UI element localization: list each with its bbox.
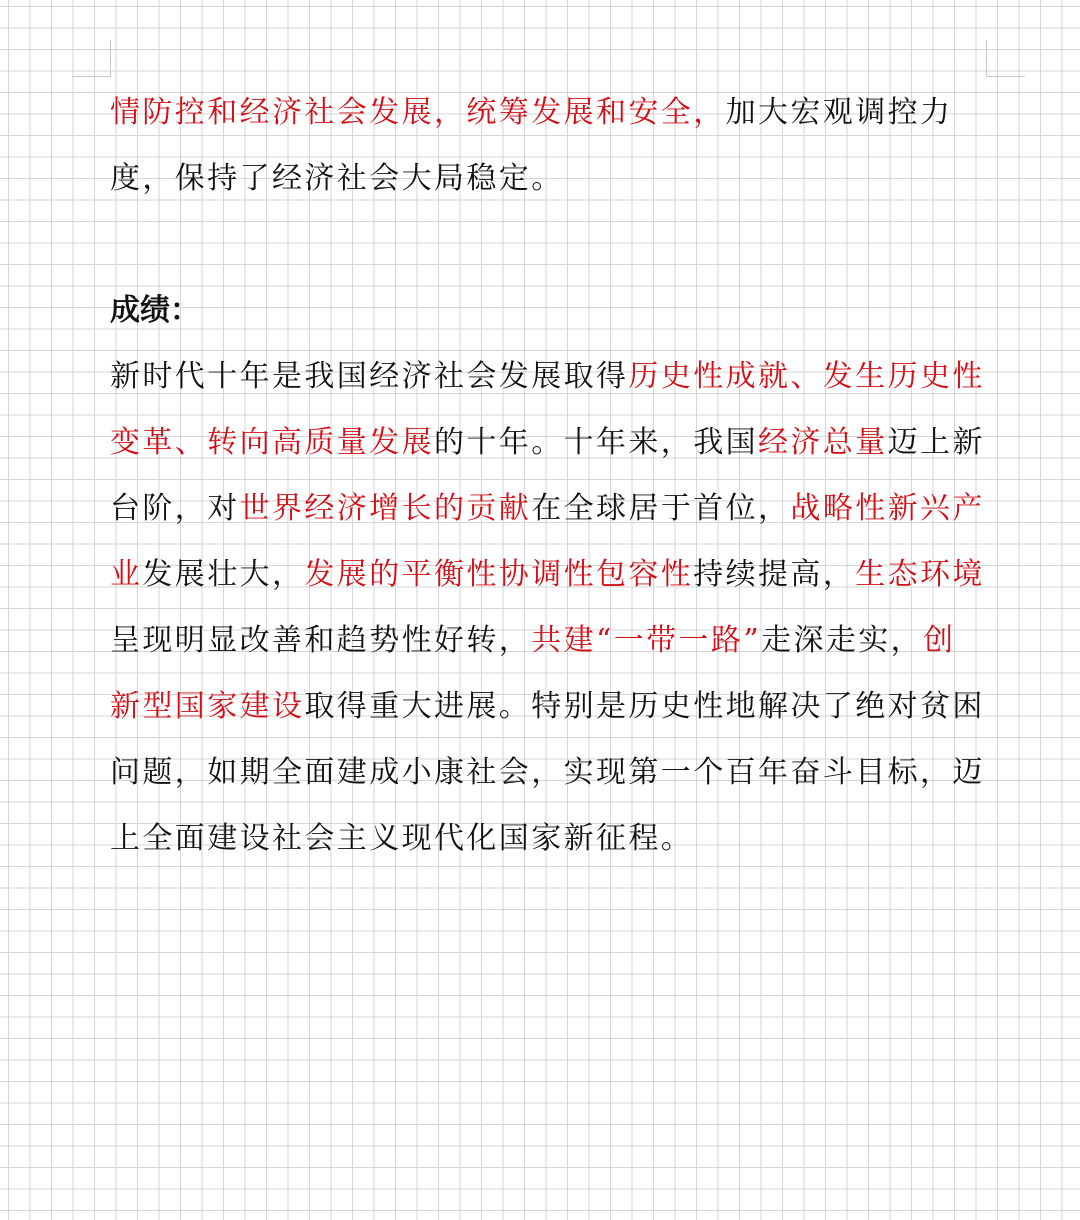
- text-run: 新时代十年是我国经济社会发展取得: [110, 359, 629, 394]
- highlighted-text-run: 历史性成就、发生历史性变革、转向高质量发展: [110, 359, 985, 460]
- section-heading: 成绩：: [110, 293, 200, 328]
- highlighted-text-run: 战略性新兴产业: [110, 491, 985, 592]
- text-run: 发展壮大，: [142, 557, 305, 592]
- page-margin-corner-top-right: [986, 40, 1025, 77]
- document-page: [110, 80, 986, 872]
- highlighted-text-run: 创新型国家建设: [110, 623, 956, 724]
- highlighted-text-run: 共建“一带一路”: [531, 623, 762, 658]
- text-run: 迈上新台阶，对: [110, 425, 985, 526]
- highlighted-text-run: 世界经济增长的贡献: [239, 491, 532, 526]
- highlighted-text-run: 情防控和经济社会发展，统筹发展和安全，: [110, 95, 726, 130]
- highlighted-text-run: 发展的平衡性协调性包容性: [304, 557, 694, 592]
- text-run: 在全球居于首位，: [531, 491, 791, 526]
- intro-paragraph: [110, 80, 986, 212]
- text-run: 的十年。十年来，我国: [434, 425, 758, 460]
- text-run: 走深走实，: [761, 623, 924, 658]
- text-run: 呈现明显改善和趋势性好转，: [110, 623, 532, 658]
- text-run: 加大宏观调控力度，保持了经济社会大局稳定。: [110, 95, 953, 196]
- text-run: 持续提高，: [693, 557, 856, 592]
- highlighted-text-run: 生态环境: [855, 557, 985, 592]
- highlighted-text-run: 经济总量: [758, 425, 888, 460]
- achievements-paragraph: [110, 344, 986, 872]
- page-margin-corner-top-left: [72, 40, 111, 77]
- text-run: 取得重大进展。特别是历史性地解决了绝对贫困问题，如期全面建成小康社会，实现第一个百年奋斗目标，迈上全面建设社会主义现代化国家新征程。: [110, 689, 985, 856]
- paragraph-spacer: [110, 212, 986, 278]
